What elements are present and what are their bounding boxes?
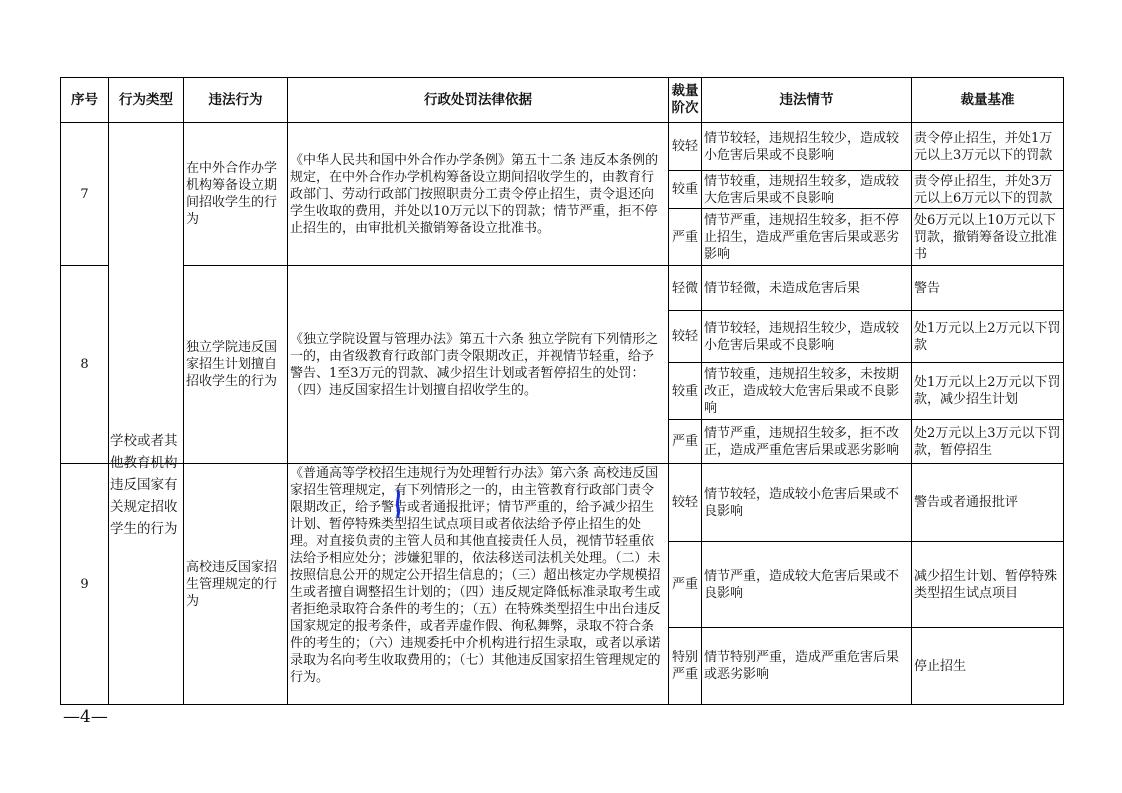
header-act: 违法行为 — [184, 78, 288, 123]
standard-cell: 处2万元以上3万元以下罚款，暂停招生 — [912, 420, 1064, 464]
circumstance-cell: 情节严重，造成较大危害后果或不良影响 — [702, 542, 912, 628]
row-basis: 《普通高等学校招生违规行为处理暂行办法》第六条 高校违反国家招生管理规定，有下列情形之一的，由主管教育行政部门责令限期改正，给予警告或者通报批评；情节严重的，给予减少招生计划、暂停特殊类型招生试点项目或者依法给予停止招生的处理。对直接负责的主管人员和其他直接责任人员，视情节轻重依法给予相应处分；涉嫌犯罪的，依法移送司法机关处理。（二）未按照信息公开的规定公开招生信息的；（三）超出核定办学规模招生或者擅自调整招生计划的；（四）违反规定降低标准录取考生或者拒绝录取符合条件的考生的；（五）在特殊类型招生中出台违反国家规定的报考条件，或者弄虚作假、徇私舞弊，录取不符合条件的考生的；（六）违规委托中介机构进行招生录取，或者以承诺录取为名向考生收取费用的；（七）其他违反国家招生管理规定的行为。 — [288, 464, 669, 705]
row-seq: 9 — [61, 464, 109, 705]
header-row — [61, 78, 1064, 123]
level-cell: 较轻 — [669, 311, 702, 363]
page-number: —4— — [63, 707, 108, 727]
circumstance-cell: 情节较重，违规招生较多，未按期改正，造成较大危害后果或不良影响 — [702, 363, 912, 420]
level-cell: 严重 — [669, 420, 702, 464]
circumstance-cell: 情节较轻，违规招生较少，造成较小危害后果或不良影响 — [702, 123, 912, 171]
level-cell: 严重 — [669, 542, 702, 628]
standard-cell: 责令停止招生，并处3万元以上6万元以下的罚款 — [912, 171, 1064, 209]
standard-cell: 处1万元以上2万元以下罚款 — [912, 311, 1064, 363]
header-std: 裁量基准 — [912, 78, 1064, 123]
ink-mark-icon — [395, 490, 401, 518]
standard-cell: 警告 — [912, 266, 1064, 311]
header-level: 裁量阶次 — [669, 78, 702, 123]
row-act: 高校违反国家招生管理规定的行为 — [184, 464, 288, 705]
standard-cell: 停止招生 — [912, 628, 1064, 705]
header-circ: 违法情节 — [702, 78, 912, 123]
header-seq: 序号 — [61, 78, 109, 123]
standard-cell: 处6万元以上10万元以下罚款，撤销筹备设立批准书 — [912, 209, 1064, 266]
behavior-type-cell — [109, 123, 184, 464]
standard-cell: 警告或者通报批评 — [912, 464, 1064, 542]
level-cell: 较轻 — [669, 464, 702, 542]
level-cell: 较轻 — [669, 123, 702, 171]
circumstance-cell: 情节特别严重，造成严重危害后果或恶劣影响 — [702, 628, 912, 705]
level-cell: 较重 — [669, 363, 702, 420]
row-act: 在中外合作办学机构筹备设立期间招收学生的行为 — [184, 123, 288, 266]
row-seq: 7 — [61, 123, 109, 266]
level-cell: 特别严重 — [669, 628, 702, 705]
behavior-type-text: 学校或者其他教育机构违反国家有关规定招收学生的行为 — [110, 433, 178, 537]
level-cell: 轻微 — [669, 266, 702, 311]
row-basis: 《中华人民共和国中外合作办学条例》第五十二条 违反本条例的规定，在中外合作办学机构筹备设立期间招收学生的，由教育行政部门、劳动行政部门按照职责分工责令停止招生，责令退还向学生收取的费用，并处以10万元以下的罚款；情节严重，拒不停止招生的，由审批机关撤销筹备设立批准书。 — [288, 123, 669, 266]
circumstance-cell: 情节较轻，造成较小危害后果或不良影响 — [702, 464, 912, 542]
circumstance-cell: 情节较重，违规招生较多，造成较大危害后果或不良影响 — [702, 171, 912, 209]
row-seq: 8 — [61, 266, 109, 464]
table-row — [61, 464, 1064, 542]
row-act: 独立学院违反国家招生计划擅自招收学生的行为 — [184, 266, 288, 464]
header-basis: 行政处罚法律依据 — [288, 78, 669, 123]
standard-cell: 处1万元以上2万元以下罚款，减少招生计划 — [912, 363, 1064, 420]
circumstance-cell: 情节轻微，未造成危害后果 — [702, 266, 912, 311]
circumstance-cell: 情节较轻，违规招生较少，造成较小危害后果或不良影响 — [702, 311, 912, 363]
level-cell: 较重 — [669, 171, 702, 209]
level-cell: 严重 — [669, 209, 702, 266]
header-type: 行为类型 — [109, 78, 184, 123]
standard-cell: 责令停止招生，并处1万元以上3万元以下的罚款 — [912, 123, 1064, 171]
penalty-table — [60, 77, 1064, 705]
row-basis: 《独立学院设置与管理办法》第五十六条 独立学院有下列情形之一的，由省级教育行政部门责令限期改正，并视情节轻重，给予警告、1至3万元的罚款、减少招生计划或者暂停招生的处罚：（四）违反国家招生计划擅自招收学生的。 — [288, 266, 669, 464]
table-row — [61, 266, 1064, 311]
table-row — [61, 123, 1064, 171]
standard-cell: 减少招生计划、暂停特殊类型招生试点项目 — [912, 542, 1064, 628]
circumstance-cell: 情节严重，违规招生较多，拒不改正，造成严重危害后果或恶劣影响 — [702, 420, 912, 464]
circumstance-cell: 情节严重，违规招生较多，拒不停止招生，造成严重危害后果或恶劣影响 — [702, 209, 912, 266]
